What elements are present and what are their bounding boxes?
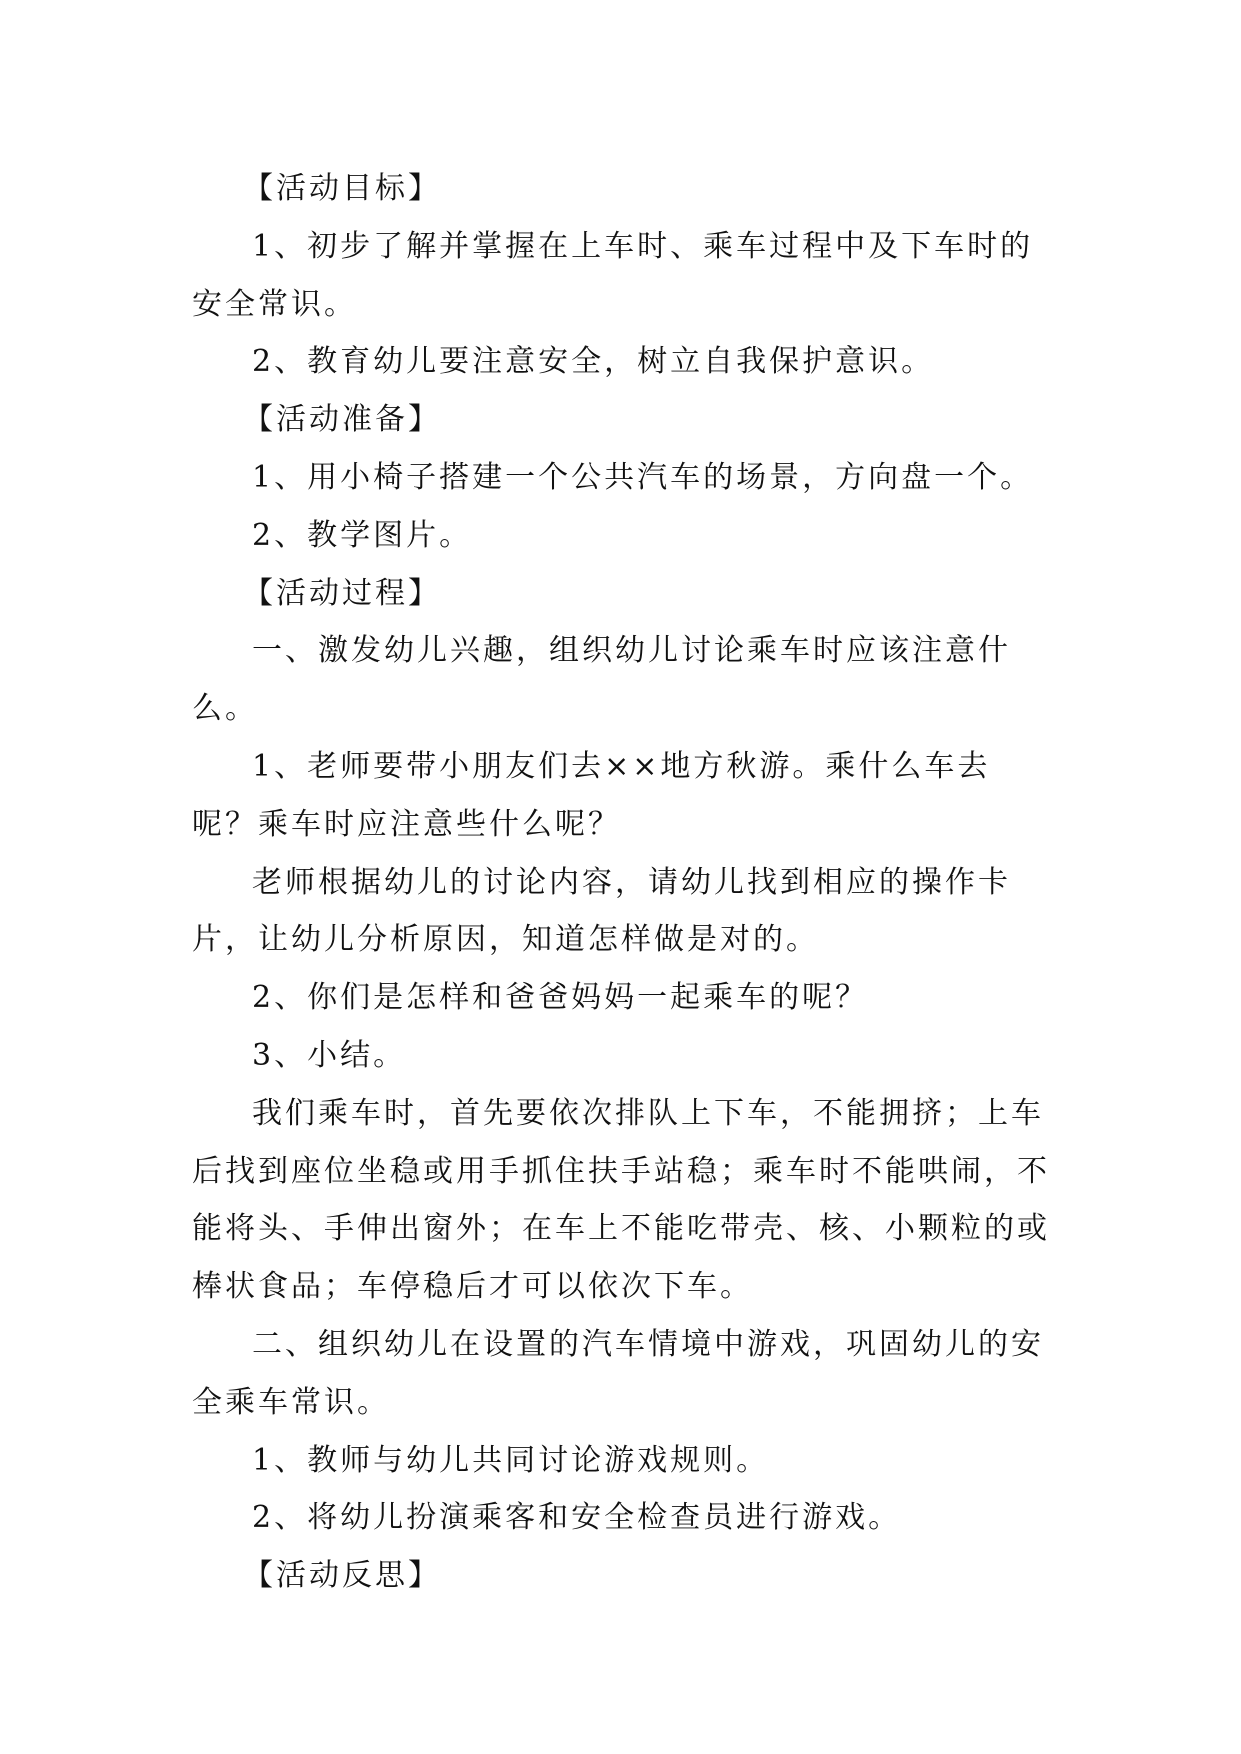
paragraph: 1、用小椅子搭建一个公共汽车的场景，方向盘一个。 (252, 459, 1034, 495)
paragraph: 一、激发幼儿兴趣，组织幼儿讨论乘车时应该注意什么。 (192, 633, 1011, 727)
document-body (192, 160, 1052, 1605)
section-heading-preparation: 【活动准备】 (243, 402, 441, 438)
paragraph: 3、小结。 (252, 1037, 407, 1073)
section-heading-process: 【活动过程】 (243, 575, 441, 611)
paragraph: 1、初步了解并掌握在上车时、乘车过程中及下车时的安全常识。 (192, 228, 1034, 322)
paragraph: 2、教学图片。 (252, 517, 473, 553)
paragraph: 我们乘车时，首先要依次排队上下车，不能拥挤；上车后找到座位坐稳或用手抓住扶手站稳；乘车时不能哄闹，不能将头、手伸出窗外；在车上不能吃带壳、核、小颗粒的或棒状食品；车停稳后才可以依次下车。 (192, 1095, 1050, 1305)
paragraph: 老师根据幼儿的讨论内容，请幼儿找到相应的操作卡片，让幼儿分析原因，知道怎样做是对的。 (192, 864, 1011, 958)
section-heading-reflection: 【活动反思】 (243, 1558, 441, 1594)
paragraph: 1、老师要带小朋友们去××地方秋游。乘什么车去呢？乘车时应注意些什么呢？ (192, 748, 991, 842)
paragraph: 1、教师与幼儿共同讨论游戏规则。 (252, 1442, 770, 1478)
paragraph: 2、教育幼儿要注意安全，树立自我保护意识。 (252, 344, 935, 380)
paragraph: 2、你们是怎样和爸爸妈妈一起乘车的呢？ (252, 980, 869, 1016)
section-heading-goals: 【活动目标】 (243, 171, 441, 206)
paragraph: 二、组织幼儿在设置的汽车情境中游戏，巩固幼儿的安全乘车常识。 (192, 1326, 1044, 1420)
paragraph: 2、将幼儿扮演乘客和安全检查员进行游戏。 (252, 1500, 902, 1536)
